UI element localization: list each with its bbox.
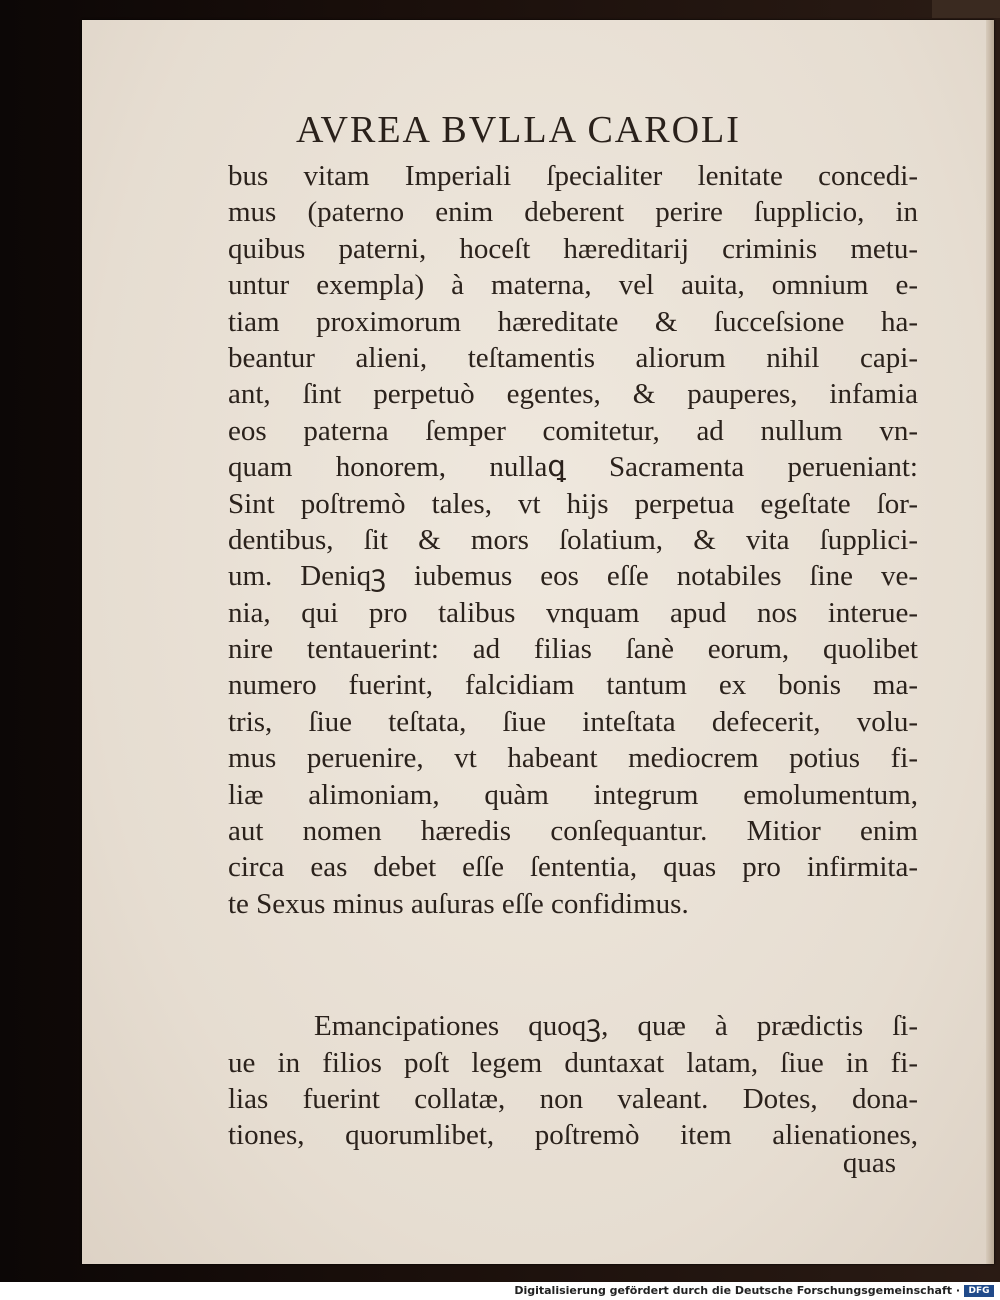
text-line: liæ alimoniam, quàm integrum emolumentum,	[228, 778, 918, 811]
text-line: nia, qui pro talibus vnquam apud nos interue-	[228, 596, 918, 629]
text-line: circa eas debet eſſe ſententia, quas pro infirmita-	[228, 851, 918, 884]
page-edge-shadow	[986, 20, 994, 1264]
text-line: tris, ſiue teſtata, ſiue inteſtata defecerit, volu-	[228, 705, 918, 738]
text-line: Sint poſtremò tales, vt hijs perpetua egeſtate ſor-	[228, 487, 918, 520]
text-line: ant, ſint perpetuò egentes, & pauperes, infamia	[228, 378, 918, 411]
text-line: tiones, quorumlibet, poſtremò item alienationes,	[228, 1119, 918, 1152]
text-line: ue in filios poſt legem duntaxat latam, ſiue in fi-	[228, 1046, 918, 1079]
text-line: bus vitam Imperiali ſpecialiter lenitate concedi-	[228, 160, 918, 192]
text-line: quam honorem, nullaꝗ Sacramenta perueniant:	[228, 451, 918, 484]
footer-credit: Digitalisierung gefördert durch die Deutsche Forschungsgemeinschaft ·	[514, 1284, 960, 1297]
text-line: quibus paterni, hoceſt hæreditarij criminis metu-	[228, 232, 918, 265]
text-line: dentibus, ſit & mors ſolatium, & vita ſupplici-	[228, 523, 918, 556]
text-line: mus (paterno enim deberent perire ſupplicio, in	[228, 196, 918, 229]
text-line: tiam proximorum hæreditate & ſucceſsione ha-	[228, 305, 918, 338]
text-line: nire tentauerint: ad filias ſanè eorum, quolibet	[228, 633, 918, 666]
body-text	[228, 158, 918, 1154]
text-line: numero fuerint, falcidiam tantum ex bonis ma-	[228, 669, 918, 702]
text-line: untur exempla) à materna, vel auita, omnium e-	[228, 269, 918, 302]
text-line: beantur alieni, teſtamentis aliorum nihil capi-	[228, 341, 918, 374]
running-head: AVREA BVLLA CAROLI	[296, 109, 741, 151]
paragraph-2	[228, 1008, 918, 1154]
text-line: Emancipationes quoqꝫ, quæ à prædictis ſi-	[314, 1010, 918, 1043]
book-edge	[932, 0, 1000, 18]
footer-bar	[0, 1282, 1000, 1300]
catchword: quas	[842, 1147, 896, 1179]
text-line: mus peruenire, vt habeant mediocrem potius fi-	[228, 742, 918, 775]
text-line: te Sexus minus auſuras eſſe confidimus.	[228, 887, 689, 920]
text-line: um. Deniqꝫ iubemus eos eſſe notabiles ſine ve-	[228, 560, 918, 593]
text-line: eos paterna ſemper comitetur, ad nullum vn-	[228, 414, 918, 447]
paragraph-1	[228, 158, 918, 922]
text-line: aut nomen hæredis conſequantur. Mitior enim	[228, 815, 918, 848]
text-line: lias fuerint collatæ, non valeant. Dotes, dona-	[228, 1082, 918, 1115]
dfg-logo[interactable]: DFG	[964, 1285, 994, 1297]
